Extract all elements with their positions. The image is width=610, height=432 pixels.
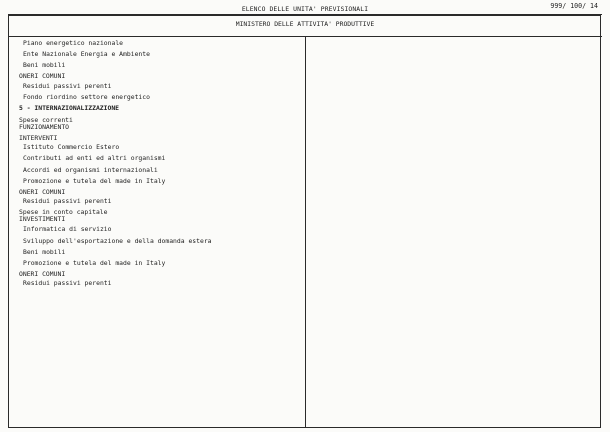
section-heading: ONERI COMUNI (19, 72, 66, 80)
list-item: Informatica di servizio (23, 225, 112, 233)
section-heading: ONERI COMUNI (19, 188, 66, 196)
list-item: Ente Nazionale Energia e Ambiente (23, 50, 150, 58)
list-item: Contributi ad enti ed altri organismi (23, 154, 166, 162)
ministry-heading: MINISTERO DELLE ATTIVITA' PRODUTTIVE (235, 20, 375, 28)
list-item: Promozione e tutela del made in Italy (23, 259, 166, 267)
list-item: Beni mobili (23, 61, 66, 69)
list-item: Residui passivi perenti (23, 82, 112, 90)
column-divider (305, 36, 306, 428)
section-heading: INVESTIMENTI (19, 215, 66, 223)
section-heading: ONERI COMUNI (19, 270, 66, 278)
document-code: 999/ 100/ 14 (550, 2, 598, 10)
section-heading: 5 - INTERNAZIONALIZZAZIONE (19, 104, 120, 112)
list-item: Fondo riordino settore energetico (23, 93, 150, 101)
list-item: Sviluppo dell'esportazione e della domanda estera (23, 237, 212, 245)
section-heading: Spese correnti (19, 116, 73, 124)
list-item: Residui passivi perenti (23, 279, 112, 287)
list-item: Istituto Commercio Estero (23, 143, 120, 151)
section-heading: FUNZIONAMENTO (19, 123, 70, 131)
section-heading: Spese in conto capitale (19, 208, 108, 216)
list-item: Beni mobili (23, 248, 66, 256)
list-item: Piano energetico nazionale (23, 39, 124, 47)
section-heading: INTERVENTI (19, 134, 58, 142)
document-title: ELENCO DELLE UNITA' PREVISIONALI (241, 5, 369, 13)
list-item: Promozione e tutela del made in Italy (23, 177, 166, 185)
list-item: Residui passivi perenti (23, 197, 112, 205)
list-item: Accordi ed organismi internazionali (23, 166, 158, 174)
